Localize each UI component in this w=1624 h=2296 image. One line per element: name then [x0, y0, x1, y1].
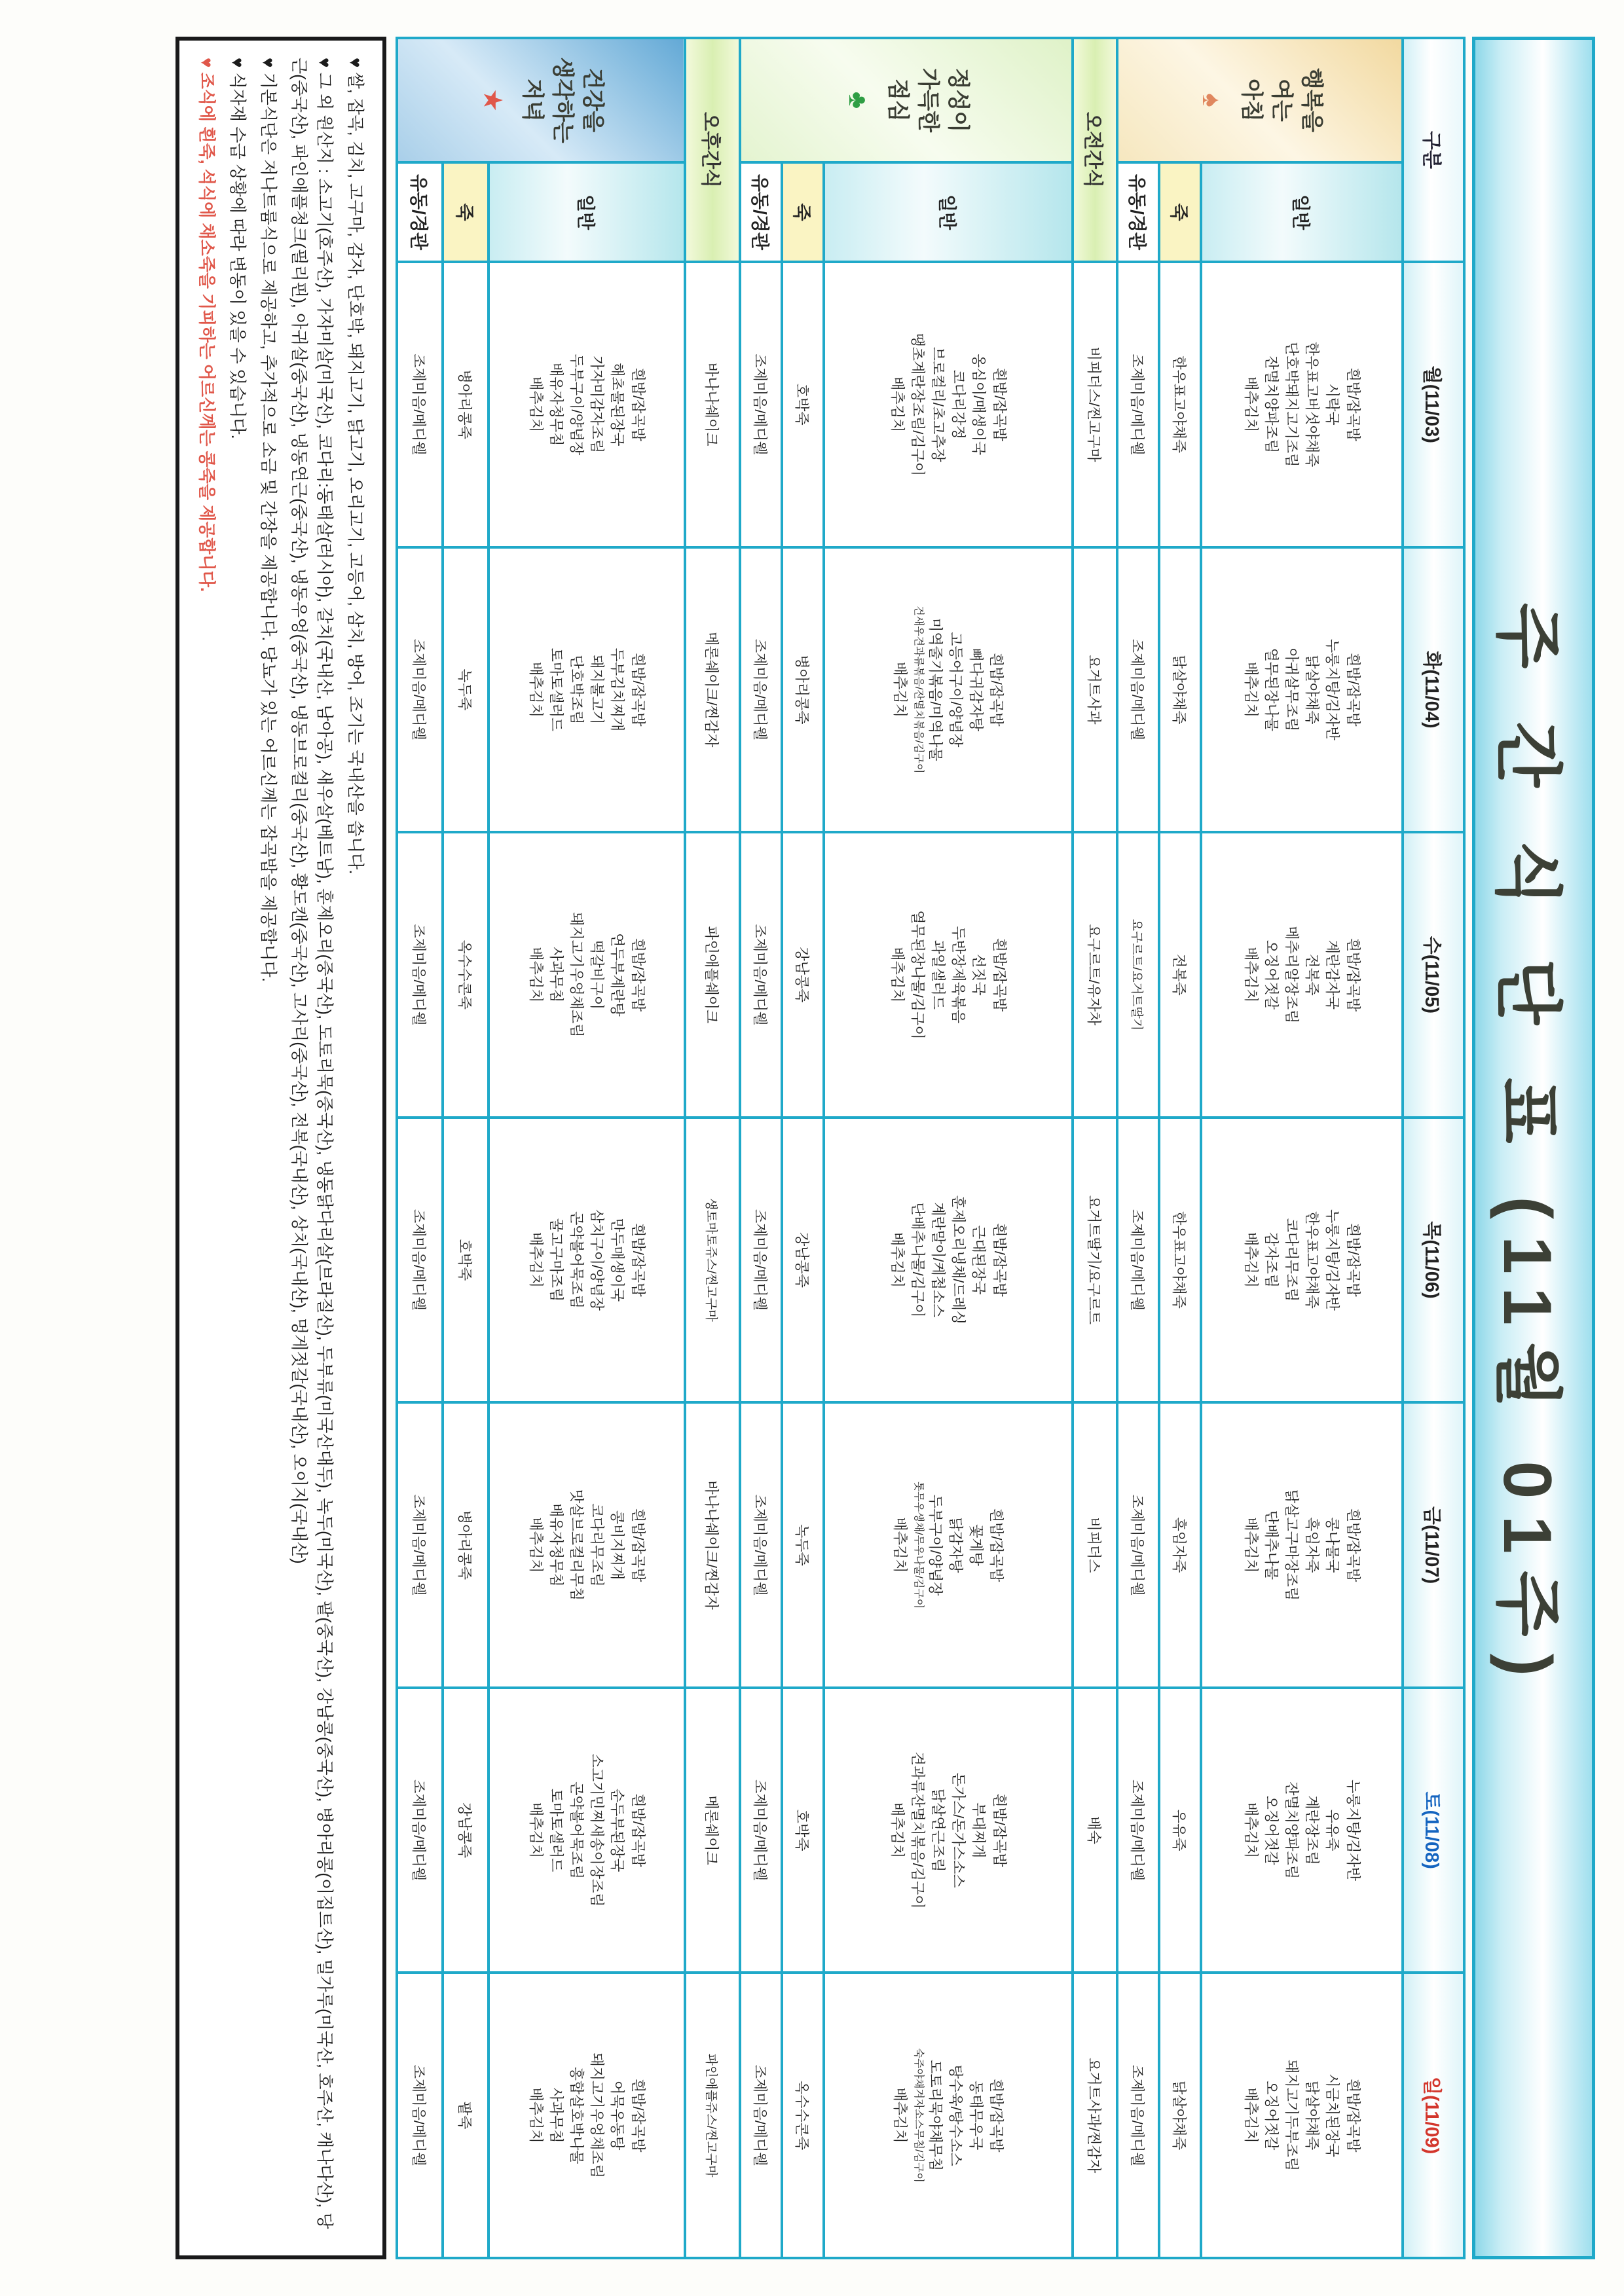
menu-item: 배유자청무침: [547, 363, 564, 446]
menu-item: 열무된장나물: [1263, 647, 1280, 732]
lunch-menu-cell: [824, 1688, 1073, 1973]
menu-item: 사과무침: [547, 2087, 564, 2143]
dinner-liquid-row: [397, 38, 443, 2258]
row-label-liquid: 유동/경관: [740, 162, 782, 262]
day-header: 토(11/08): [1403, 1688, 1464, 1973]
menu-item: 계란말이/케첩소스: [930, 1202, 946, 1318]
pm_snack-cell: 바나나쉐이크: [685, 262, 740, 547]
breakfast-menu-cell: [1201, 1688, 1403, 1973]
menu-item: 흰밥/잡곡밥: [629, 653, 646, 727]
menu-item: 두부구이/양념장: [568, 354, 585, 456]
menu-item: 배추김치: [527, 1802, 544, 1859]
menu-item: 흰밥/잡곡밥: [629, 1223, 646, 1297]
dinner-menu-cell: [489, 547, 685, 833]
menu-item: 톳무우생채/무우나물/김구이: [912, 1481, 924, 1609]
menu-item: 배추김치: [891, 2087, 908, 2143]
menu-item: 배추김치: [1242, 947, 1259, 1003]
menu-item: 배추김치: [527, 661, 544, 718]
breakfast-juk-cell: 닭살야채죽: [1159, 1973, 1201, 2258]
breakfast-juk-cell: 한우표고야채죽: [1159, 1118, 1201, 1403]
menu-item: 연두부계란탕: [609, 933, 626, 1017]
menu-item: 흰밥/잡곡밥: [988, 1508, 1005, 1582]
menu-item: 토마토샐러드: [547, 1788, 564, 1872]
pm_snack-cell: 메론쉐이크/찐감자: [685, 547, 740, 833]
breakfast-juk-row: [1159, 38, 1201, 2258]
lunch-juk-cell: 강남콩죽: [782, 1118, 824, 1403]
section-title-line: 저녁: [520, 79, 545, 122]
lunch-menu-cell: [824, 262, 1073, 547]
menu-item: 콩비지찌개: [609, 1510, 626, 1580]
dinner-menu-cell: [489, 1973, 685, 2258]
menu-item: 한우표고야채죽: [1304, 1211, 1321, 1309]
lunch-liquid-cell: 조제미음/메디웰: [740, 1688, 782, 1973]
footnote-line: ♥ 그 외 원산지 : 소고기(호주산), 가자미살(미국산), 코다리:동태살(러시아), 갈치(국내산, 남아공), 새우살(베트남), 훈제오리(중국산), 도토리묵(중국산), 냉동닭다리살(브라질산), 두부류(미국산대두), 녹두(미국산), 팥(중국산), 강남콩(중국산), 병아리콩(이집트산), 밀가루(미국산, 호주산, 캐나다산), 당근(중국산), 파인애플청크(필리핀), 아귀살(중국산), 냉동연근(중국산), 냉동우엉(중국산), 냉동브로컬리(중국산), 황도캔(중국산), 고사리(중국산), 전복(국내산), 상치(국내산), 멍게젓갈(국내산), 오이지(국내산): [289, 58, 335, 2229]
breakfast-liquid-cell: 조제미음/메디웰: [1117, 1688, 1159, 1973]
menu-item: 순두부된장국: [609, 1788, 626, 1872]
row-label-juk: 죽: [443, 162, 489, 262]
breakfast-liquid-cell: 조제미음/메디웰: [1117, 262, 1159, 547]
menu-item: 뼈다귀감자탕: [968, 647, 985, 732]
lunch-juk-cell: 호박죽: [782, 1688, 824, 1973]
menu-item: 돼지고기우엉채조림: [589, 2052, 606, 2178]
menu-item: 부대찌개: [970, 1802, 987, 1859]
menu-item: 코다리무조림: [589, 1503, 606, 1587]
menu-item: 배추김치: [891, 661, 908, 718]
menu-item: 흰밥/잡곡밥: [629, 367, 646, 441]
menu-item: 흰밥/잡곡밥: [629, 1793, 646, 1867]
dinner-juk-cell: 병아리콩죽: [443, 1402, 489, 1688]
menu-item: 배추김치: [527, 1517, 544, 1573]
menu-item: 닭살연근조림: [930, 1788, 946, 1872]
section-title-line: 건강을: [580, 67, 605, 133]
menu-item: 가자미감자조림: [589, 355, 606, 454]
breakfast-juk-cell: 한우표고야채죽: [1159, 262, 1201, 547]
breakfast-juk-cell: 전복죽: [1159, 832, 1201, 1118]
section-header-lunch: [740, 38, 1073, 162]
menu-item: 배추김치: [889, 1802, 906, 1859]
lunch-juk-row: [782, 38, 824, 2258]
menu-item: 단배추나물/김구이: [909, 1202, 926, 1318]
am_snack-cell: 요거트사과/찐감자: [1073, 1973, 1117, 2258]
day-header: 금(11/07): [1403, 1402, 1464, 1688]
menu-item: 과일샐러드: [930, 939, 946, 1010]
menu-item: 잔멸치양파조림: [1283, 1781, 1300, 1879]
pm_snack-cell: 생토마토쥬스/찐고구마: [685, 1118, 740, 1403]
section-title-line: 정성이: [945, 67, 970, 133]
menu-item: 시락국: [1324, 383, 1341, 426]
menu-item: 돈가스/돈가스소스: [950, 1772, 967, 1888]
breakfast-menu-cell: [1201, 1973, 1403, 2258]
menu-item: 건새우견과류볶음/잔멸치볶음/김구이: [912, 606, 924, 774]
breakfast-liquid-cell: 조제미음/메디웰: [1117, 1973, 1159, 2258]
dinner-liquid-cell: 조제미음/메디웰: [397, 262, 443, 547]
menu-item: 만두매생이국: [609, 1218, 626, 1302]
menu-item: 감자조림: [1263, 1231, 1280, 1288]
menu-item: 돼지불고기: [589, 655, 606, 725]
menu-item: 배추김치: [1242, 2087, 1259, 2143]
day-header: 일(11/09): [1403, 1973, 1464, 2258]
lunch-liquid-cell: 조제미음/메디웰: [740, 832, 782, 1118]
menu-item: 미역줄기볶음/미역나물: [927, 618, 944, 761]
menu-item: 흰밥/잡곡밥: [1344, 938, 1361, 1012]
footnote-box: [175, 37, 386, 2259]
menu-item: 배추김치: [527, 947, 544, 1003]
menu-item: 토마토샐러드: [547, 647, 564, 732]
breakfast-menu-cell: [1201, 832, 1403, 1118]
menu-item: 흰밥/잡곡밥: [991, 1793, 1008, 1867]
lunch-liquid-cell: 조제미음/메디웰: [740, 1402, 782, 1688]
menu-item: 흰밥/잡곡밥: [629, 1508, 646, 1582]
dinner-normal-row: [489, 38, 685, 2258]
menu-item: 흰밥/잡곡밥: [1344, 1508, 1361, 1582]
pm_snack-cell: 바나나쉐이크/찐감자: [685, 1402, 740, 1688]
dinner-liquid-cell: 조제미음/메디웰: [397, 1402, 443, 1688]
menu-item: 어묵우동탕: [609, 2081, 626, 2151]
lunch-menu-cell: [824, 1973, 1073, 2258]
menu-item: 배추김치: [889, 376, 906, 433]
breakfast-liquid-cell: 요구르트/요거트딸기: [1117, 832, 1159, 1118]
menu-item: 아귀살무조림: [1283, 647, 1300, 732]
menu-item: 흰밥/잡곡밥: [1344, 367, 1361, 441]
menu-item: 해초물된장국: [609, 363, 626, 446]
menu-item: 배추김치: [1242, 1231, 1259, 1288]
lunch-liquid-row: [740, 38, 782, 2258]
pm_snack-row: [685, 38, 740, 2258]
section-title-line: 생각하는: [549, 57, 575, 143]
am_snack-cell: 요거트사과: [1073, 547, 1117, 833]
menu-item: 코다리강정: [950, 369, 967, 439]
menu-item: 꽃게탕: [968, 1524, 985, 1566]
menu-item: 흰밥/잡곡밥: [988, 2079, 1005, 2153]
footnote-line: ♥ 식자재 수급 상황에 따라 변동이 있을 수 있습니다.: [228, 58, 248, 439]
dinner-juk-cell: 옥수수콘죽: [443, 832, 489, 1118]
dinner-menu-cell: [489, 1118, 685, 1403]
menu-item: 흰밥/잡곡밥: [991, 1223, 1008, 1297]
pm_snack-cell: 메론쉐이크: [685, 1688, 740, 1973]
menu-item: 오징어젓갈: [1263, 2081, 1280, 2151]
menu-item: 열무된장나물/김구이: [909, 910, 926, 1040]
menu-item: 오징어젓갈: [1263, 1795, 1280, 1865]
lunch-liquid-cell: 조제미음/메디웰: [740, 1973, 782, 2258]
menu-item: 도토리묵야채무침: [927, 2060, 944, 2172]
breakfast-menu-cell: [1201, 262, 1403, 547]
dinner-liquid-cell: 조제미음/메디웰: [397, 547, 443, 833]
menu-table: [396, 37, 1466, 2259]
menu-item: 배추김치: [889, 947, 906, 1003]
menu-item: 꿀고구마조림: [547, 1218, 564, 1302]
menu-item: 단배추나물: [1263, 1510, 1280, 1580]
menu-item: 땡초계란장조림/김구이: [909, 333, 926, 477]
menu-item: 닭살고구마장조림: [1283, 1489, 1300, 1601]
menu-item: 메추리알장조림: [1283, 926, 1300, 1024]
row-label-liquid: 유동/경관: [397, 162, 443, 262]
am_snack-cell: 비피더스/찐고구마: [1073, 262, 1117, 547]
header-row: [1403, 38, 1464, 2258]
lunch-normal-row: [824, 38, 1073, 2258]
row-label-normal: 일반: [489, 162, 685, 262]
menu-item: 배유자청무침: [547, 1503, 564, 1587]
day-header: 수(11/05): [1403, 832, 1464, 1118]
breakfast-juk-cell: 닭살야채죽: [1159, 547, 1201, 833]
menu-item: 맛살브로컬리무침: [568, 1489, 585, 1601]
menu-item: 배추김치: [891, 1517, 908, 1573]
menu-item: 흰밥/잡곡밥: [1344, 1223, 1361, 1297]
menu-item: 브로컬리/초고추장: [930, 346, 946, 462]
breakfast-menu-cell: [1201, 547, 1403, 833]
menu-item: 배추김치: [1242, 661, 1259, 718]
menu-item: 계란장조림: [1304, 1795, 1321, 1865]
menu-item: 잔멸치양파조림: [1263, 355, 1280, 454]
am_snack-cell: 배숙: [1073, 1688, 1117, 1973]
section-header-breakfast: [1117, 38, 1403, 162]
dinner-juk-cell: 호박죽: [443, 1118, 489, 1403]
menu-item: 사과무침: [547, 947, 564, 1003]
menu-item: 우유죽: [1324, 1809, 1341, 1851]
breakfast-liquid-row: [1117, 38, 1159, 2258]
breakfast-liquid-cell: 조제미음/메디웰: [1117, 1118, 1159, 1403]
footnote-line: ♥ 기본식단은 저나트륨식으로 제공하고, 추가적으로 소금 및 간장을 제공합니다. 당뇨가 있는 어르신께는 잡곡밥을 제공합니다.: [259, 58, 278, 982]
breakfast-juk-cell: 흑임자죽: [1159, 1402, 1201, 1688]
menu-item: 누룽지탕/김자반: [1344, 1779, 1361, 1882]
pm_snack-cell: 파인애플쥬스/찐고구마: [685, 1973, 740, 2258]
day-header: 화(11/04): [1403, 547, 1464, 833]
section-title-line: 아침: [1239, 79, 1264, 122]
breakfast-menu-cell: [1201, 1118, 1403, 1403]
menu-item: 떡갈비구이: [589, 939, 606, 1010]
row-label-liquid: 유동/경관: [1117, 162, 1159, 262]
menu-item: 닭살야채죽: [1304, 2081, 1321, 2151]
am_snack-cell: 비피더스: [1073, 1402, 1117, 1688]
menu-item: 누룽지탕/김자반: [1324, 638, 1341, 740]
menu-item: 흰밥/잡곡밥: [1344, 653, 1361, 727]
dinner-juk-cell: 녹두죽: [443, 547, 489, 833]
corner-label: 구분: [1403, 38, 1464, 262]
dinner-menu-cell: [489, 1402, 685, 1688]
breakfast-menu-cell: [1201, 1402, 1403, 1688]
lunch-juk-cell: 호박죽: [782, 262, 824, 547]
menu-item: 단호박돼지고기조림: [1283, 342, 1300, 467]
am_snack-row: [1073, 38, 1117, 2258]
pm_snack-cell: 파인애플쉐이크: [685, 832, 740, 1118]
title-bar: [1472, 37, 1595, 2259]
dinner-juk-cell: 팥죽: [443, 1973, 489, 2258]
menu-item: 배추김치: [889, 1231, 906, 1288]
day-header: 월(11/03): [1403, 262, 1464, 547]
menu-item: 옹심이/매생이국: [970, 354, 987, 456]
lunch-menu-cell: [824, 1402, 1073, 1688]
menu-item: 선짓국: [970, 954, 987, 996]
lunch-juk-cell: 강남콩죽: [782, 832, 824, 1118]
menu-item: 배추김치: [1242, 376, 1259, 433]
section-header-am_snack: 오전간식: [1073, 38, 1117, 262]
breakfast-liquid-cell: 조제미음/메디웰: [1117, 547, 1159, 833]
menu-item: 흰밥/잡곡밥: [991, 938, 1008, 1012]
lunch-liquid-cell: 조제미음/메디웰: [740, 1118, 782, 1403]
menu-item: 훈제오리냉채/드레싱: [950, 1195, 967, 1325]
dinner-menu-cell: [489, 262, 685, 547]
lunch-juk-cell: 병아리콩죽: [782, 547, 824, 833]
menu-item: 숙주야채겨자소스무침/김구이: [912, 2048, 924, 2183]
menu-item: 배추김치: [527, 376, 544, 433]
dinner-juk-cell: 병아리콩죽: [443, 262, 489, 547]
menu-item: 흰밥/잡곡밥: [629, 938, 646, 1012]
breakfast-liquid-cell: 조제미음/메디웰: [1117, 1402, 1159, 1688]
menu-item: 전복죽: [1304, 954, 1321, 996]
dinner-liquid-cell: 조제미음/메디웰: [397, 832, 443, 1118]
menu-item: 단호박조림: [568, 655, 585, 725]
row-label-juk: 죽: [782, 162, 824, 262]
menu-item: 배추김치: [1242, 1517, 1259, 1573]
lunch-menu-cell: [824, 832, 1073, 1118]
menu-item: 돼지고기우엉채조림: [568, 912, 585, 1038]
menu-item: 돼지고기두부조림: [1283, 2060, 1300, 2172]
menu-item: 흑임자죽: [1304, 1517, 1321, 1573]
breakfast-juk-cell: 우유죽: [1159, 1688, 1201, 1973]
menu-item: 흰밥/잡곡밥: [1344, 2079, 1361, 2153]
menu-item: 탕수육/탕수소스: [947, 2064, 964, 2166]
menu-item: 흰밥/잡곡밥: [991, 367, 1008, 441]
breakfast-normal-row: [1201, 38, 1403, 2258]
menu-item: 동태무우국: [968, 2081, 985, 2151]
menu-item: 견과류잔멸치볶음/김구이: [909, 1751, 926, 1909]
section-title-line: 행복을: [1299, 67, 1324, 133]
dinner-juk-cell: 강남콩죽: [443, 1688, 489, 1973]
menu-item: 배추김치: [1242, 1802, 1259, 1859]
dinner-liquid-cell: 조제미음/메디웰: [397, 1973, 443, 2258]
menu-item: 삼치구이/양념장: [589, 1209, 606, 1311]
dinner-symbol-icon: ★: [478, 88, 507, 112]
breakfast-symbol-icon: ♠: [1197, 93, 1227, 107]
am_snack-cell: 요구르트/유자차: [1073, 832, 1117, 1118]
am_snack-cell: 요거트딸기/요구르트: [1073, 1118, 1117, 1403]
dinner-liquid-cell: 조제미음/메디웰: [397, 1118, 443, 1403]
menu-item: 누룽지탕/김자반: [1324, 1209, 1341, 1311]
lunch-menu-cell: [824, 1118, 1073, 1403]
menu-item: 곤약볼어묵조림: [568, 1781, 585, 1879]
menu-item: 닭살야채죽: [1304, 655, 1321, 725]
footnote-line: ♥ 쌀, 잡곡, 김치, 고구마, 감자, 단호박, 돼지고기, 닭고기, 오리고기, 고등어, 삼치, 방어, 조기는 국내산을 씁니다.: [346, 58, 365, 875]
section-header-pm_snack: 오후간식: [685, 38, 740, 262]
row-label-normal: 일반: [824, 162, 1073, 262]
lunch-menu-cell: [824, 547, 1073, 833]
lunch-juk-cell: 녹두죽: [782, 1402, 824, 1688]
dinner-juk-row: [443, 38, 489, 2258]
menu-item: 닭감자탕: [947, 1517, 964, 1573]
menu-item: 두부김치찌개: [609, 647, 626, 732]
section-title-line: 여는: [1268, 79, 1294, 122]
row-label-juk: 죽: [1159, 162, 1201, 262]
menu-item: 시금치된장국: [1324, 2073, 1341, 2157]
menu-item: 배추김치: [527, 1231, 544, 1288]
section-header-dinner: [397, 38, 685, 162]
menu-item: 오징어젓갈: [1263, 939, 1280, 1010]
dinner-menu-cell: [489, 832, 685, 1118]
lunch-symbol-icon: ♣: [843, 91, 873, 109]
menu-item: 소고기민찌새송이장조림: [589, 1753, 606, 1907]
lunch-liquid-cell: 조제미음/메디웰: [740, 547, 782, 833]
menu-item: 두부구이/양념장: [927, 1494, 944, 1596]
day-header: 목(11/06): [1403, 1118, 1464, 1403]
section-title-line: 가득한: [915, 67, 940, 133]
menu-item: 계란감자국: [1324, 939, 1341, 1010]
section-title-line: 점심: [885, 79, 911, 122]
menu-item: 흰밥/잡곡밥: [988, 653, 1005, 727]
menu-item: 한우표고버섯야채죽: [1304, 342, 1321, 467]
page-title: 주 간 식 단 표 (11월 01주): [1489, 602, 1565, 1694]
menu-item: 콩나물국: [1324, 1517, 1341, 1573]
menu-item: 흰밥/잡곡밥: [629, 2079, 646, 2153]
lunch-liquid-cell: 조제미음/메디웰: [740, 262, 782, 547]
dinner-menu-cell: [489, 1688, 685, 1973]
row-label-normal: 일반: [1201, 162, 1403, 262]
menu-item: 배추김치: [527, 2087, 544, 2143]
footnote-line: ♥ 조식에 흰죽, 석식에 채소죽을 기피하는 어르신께는 콩죽을 제공합니다.: [197, 58, 217, 592]
menu-item: 곤약볼어묵조림: [568, 1211, 585, 1309]
menu-item: 근대된장국: [970, 1225, 987, 1295]
dinner-liquid-cell: 조제미음/메디웰: [397, 1688, 443, 1973]
lunch-juk-cell: 옥수수콘죽: [782, 1973, 824, 2258]
menu-item: 두반장제육볶음: [950, 926, 967, 1024]
menu-item: 코다리무조림: [1283, 1218, 1300, 1302]
menu-item: 고등어구이/양념장: [947, 632, 964, 748]
menu-item: 홍합살호박나물: [568, 2066, 585, 2164]
